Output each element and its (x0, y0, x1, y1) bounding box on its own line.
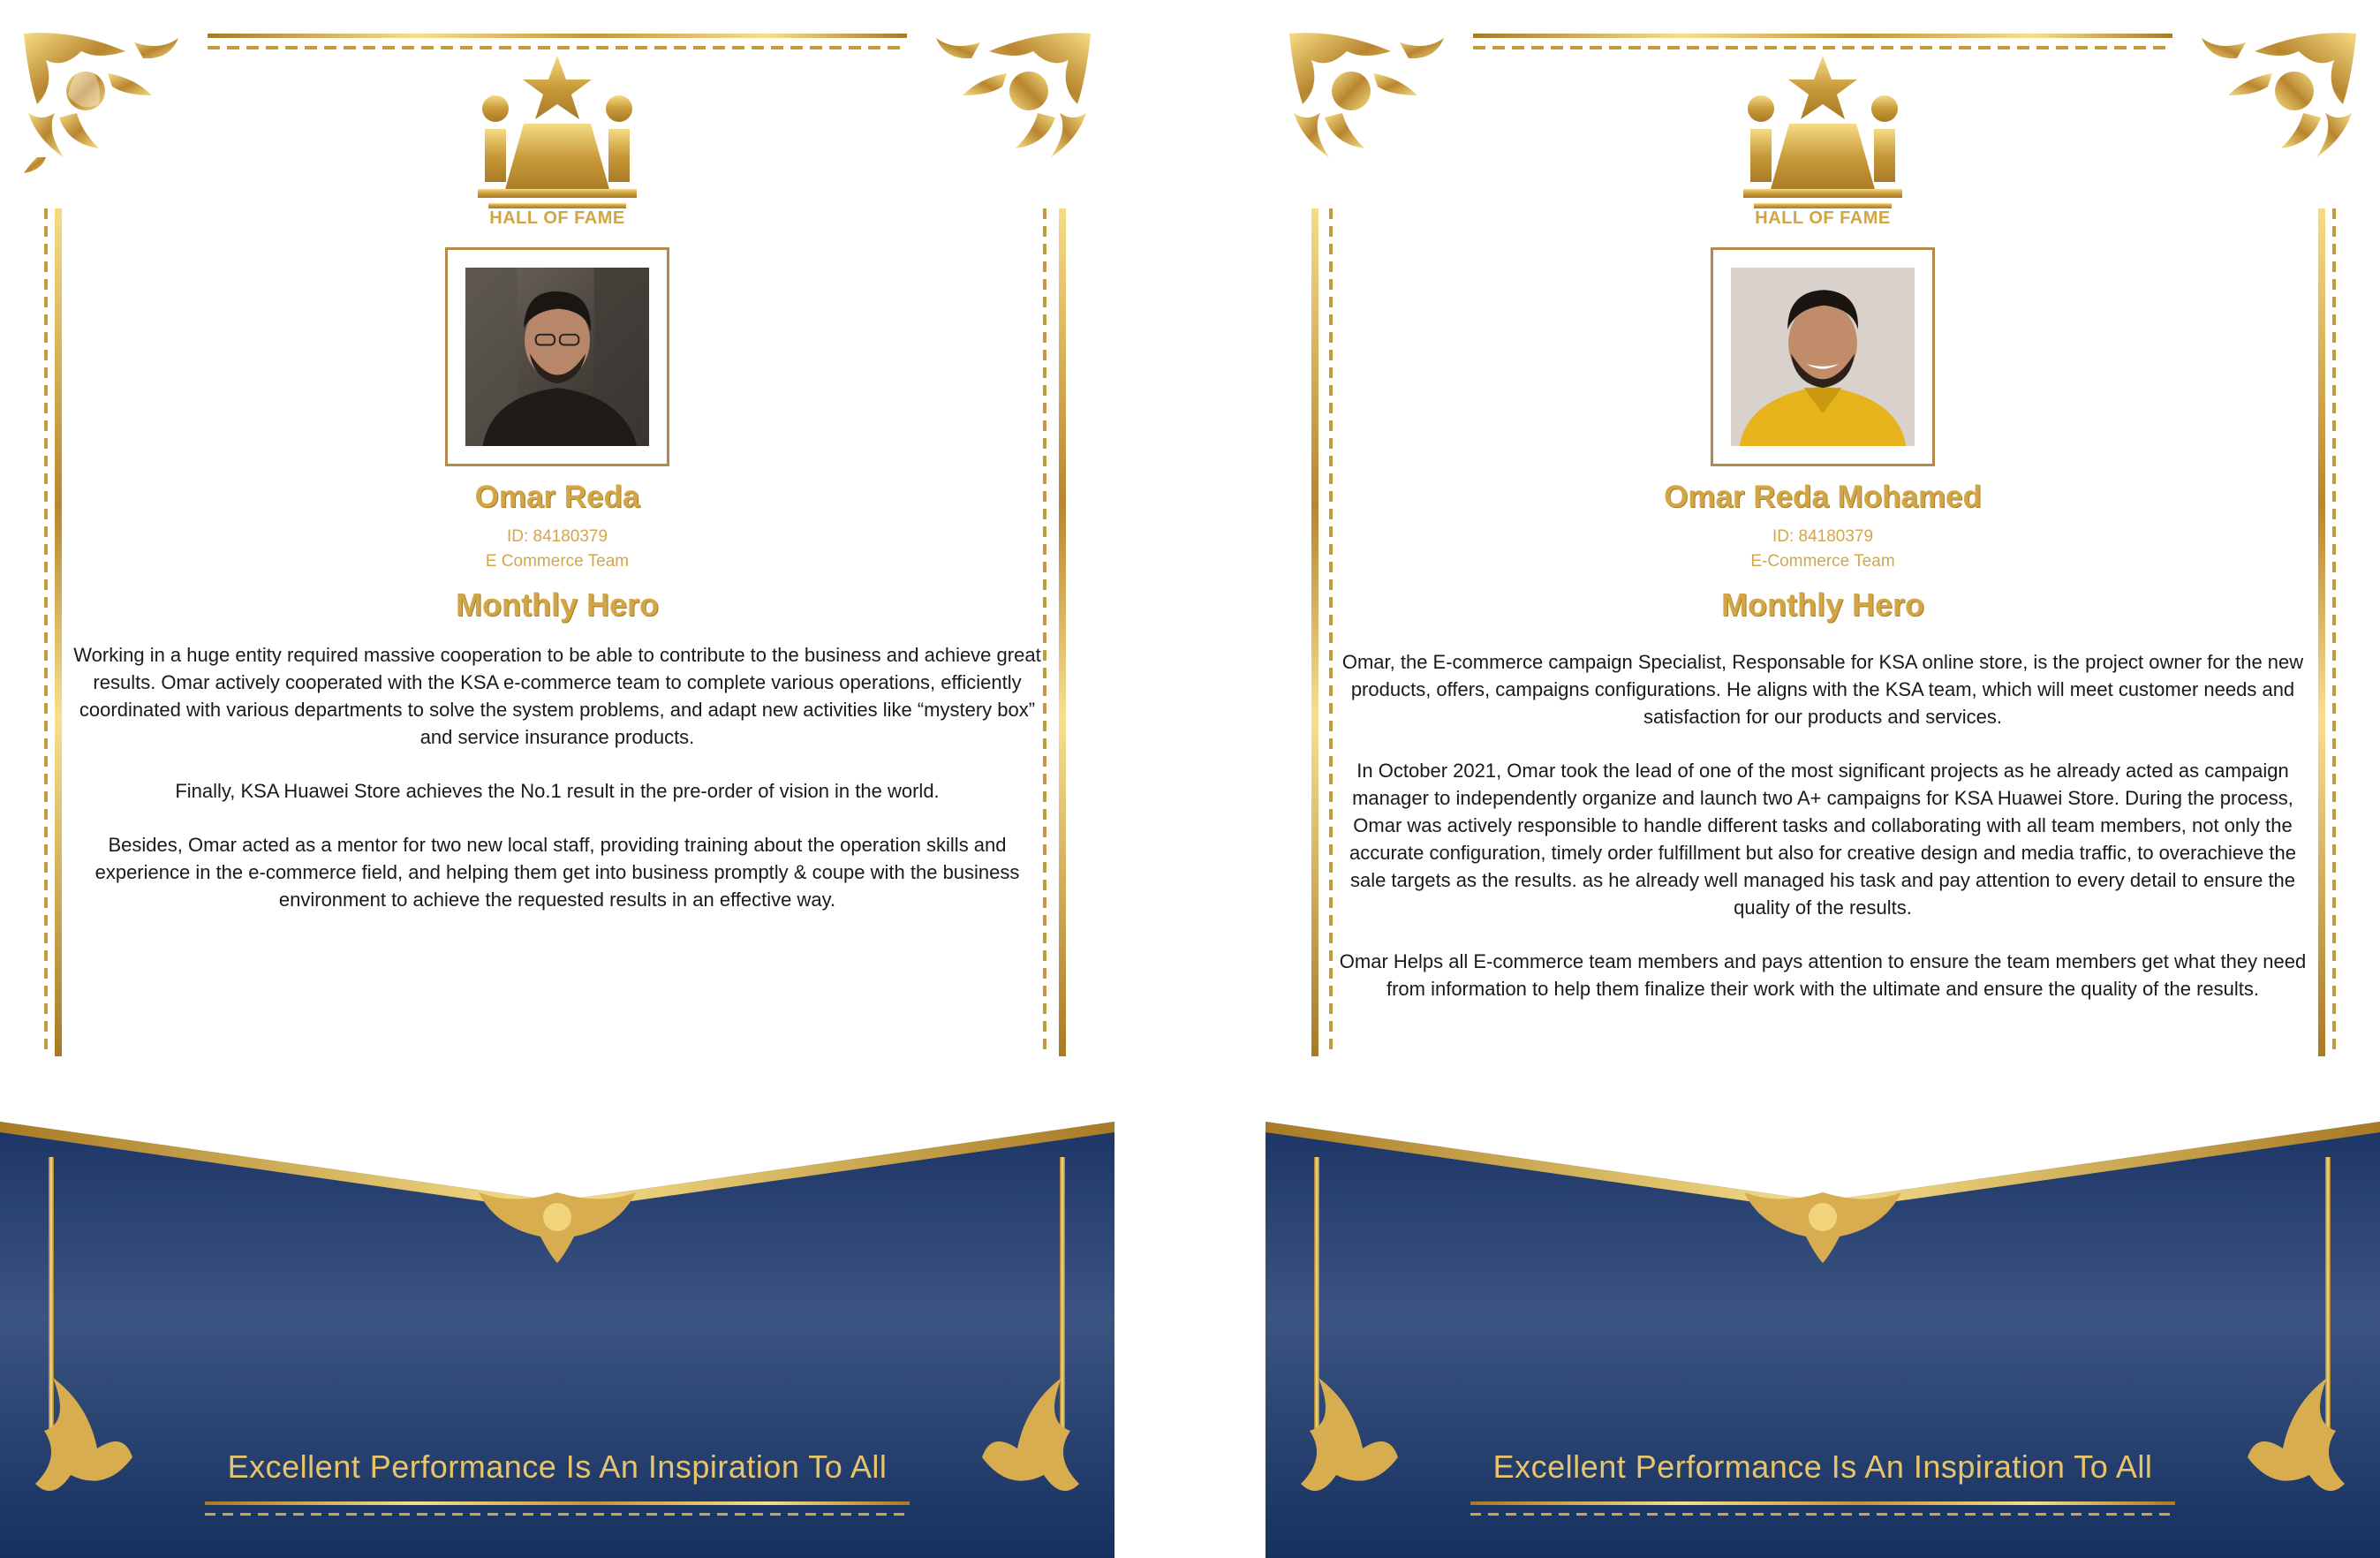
right-dashed-line (2332, 208, 2336, 1056)
portrait-frame (445, 247, 669, 466)
slogan-text: Excellent Performance Is An Inspiration To All (227, 1448, 888, 1485)
slogan-underline (1470, 1501, 2175, 1505)
top-dashed-line (1473, 46, 2172, 49)
slogan-underline (205, 1501, 910, 1505)
slogan-dashed-line (205, 1513, 910, 1516)
right-gold-line (1059, 208, 1066, 1056)
navy-envelope-graphic (0, 1122, 1114, 1558)
team-name: E Commerce Team (485, 552, 630, 571)
left-dashed-line (44, 208, 48, 1056)
employee-id: ID: 84180379 (1772, 527, 1874, 546)
portrait-photo (1731, 268, 1915, 446)
honoree-name: Omar Reda Mohamed (1664, 480, 1982, 514)
citation-paragraph: Working in a huge entity required massive cooperation to be able to contribute to the business and achieve great results. Omar actively cooperated with the KSA e-commerce team to complete various operations, efficiently coordinated with various departments to solve the system problems, and adapt new activities like “mystery box” and service insurance products. (73, 644, 1041, 748)
honoree-name: Omar Reda (474, 480, 640, 514)
award-title: Monthly Hero (1721, 586, 1924, 623)
citation-paragraph: Besides, Omar acted as a mentor for two new local staff, providing training about the operation skills and experience in the e-commerce field, and helping them get into business promptly & coupe with the business environment to achieve the requested results in an effective way. (94, 834, 1020, 911)
slogan-text: Excellent Performance Is An Inspiration To All (1492, 1448, 2153, 1485)
footer-banner (0, 1122, 1114, 1558)
citation-paragraph: Omar, the E-commerce campaign Specialist, Responsable for KSA online store, is the project owner for the new products, offers, campaigns configurations. He aligns with the KSA team, which will meet customer needs and satisfaction for our products and services. (1341, 651, 2304, 728)
ornament-corner-icon (1285, 25, 1453, 175)
hall-of-fame-trophy-icon (1734, 51, 1911, 228)
navy-envelope-graphic (1266, 1122, 2380, 1558)
citation-paragraph: In October 2021, Omar took the lead of one of the most significant projects as he already acted as campaign manager to independently organize and launch two A+ campaigns for KSA Huawei Store. During the process, Omar was actively responsible to handle different tasks and collaborating with all team members, not only the accurate configuration, timely order fulfillment but also for creative design and media traffic, to overachieve the sale targets as the results. as he already well managed his task and pay attention to every detail to ensure the quality of the results. (1349, 760, 2297, 919)
slogan-dashed-line (1470, 1513, 2175, 1516)
top-gold-line (208, 34, 907, 38)
citation-text (1332, 648, 2314, 1029)
ornament-corner-icon (19, 25, 187, 175)
portrait-photo (465, 268, 649, 446)
employee-id: ID: 84180379 (506, 527, 608, 546)
ornament-corner-icon (2193, 25, 2361, 175)
hall-of-fame-caption: HALL OF FAME (1755, 208, 1891, 228)
ornament-corner-icon (927, 25, 1095, 175)
top-gold-line (1473, 34, 2172, 38)
right-gold-line (2318, 208, 2325, 1056)
left-gold-line (55, 208, 62, 1056)
portrait-frame (1711, 247, 1935, 466)
footer-banner (1266, 1122, 2380, 1558)
left-gold-line (1311, 208, 1318, 1056)
citation-paragraph: Omar Helps all E-commerce team members and pays attention to ensure the team members get what they need from information to help them finalize their work with the ultimate and ensure the quality of the results. (1339, 950, 2307, 1000)
certificate-card-1 (0, 0, 1114, 1558)
citation-paragraph: Finally, KSA Huawei Store achieves the No.1 result in the pre-order of vision in the world. (175, 780, 940, 802)
team-name: E-Commerce Team (1750, 552, 1895, 571)
citation-text (71, 641, 1044, 940)
certificate-card-2 (1266, 0, 2380, 1558)
hall-of-fame-caption: HALL OF FAME (489, 208, 625, 228)
award-title: Monthly Hero (456, 586, 659, 623)
hall-of-fame-trophy-icon (469, 51, 646, 228)
top-dashed-line (208, 46, 907, 49)
